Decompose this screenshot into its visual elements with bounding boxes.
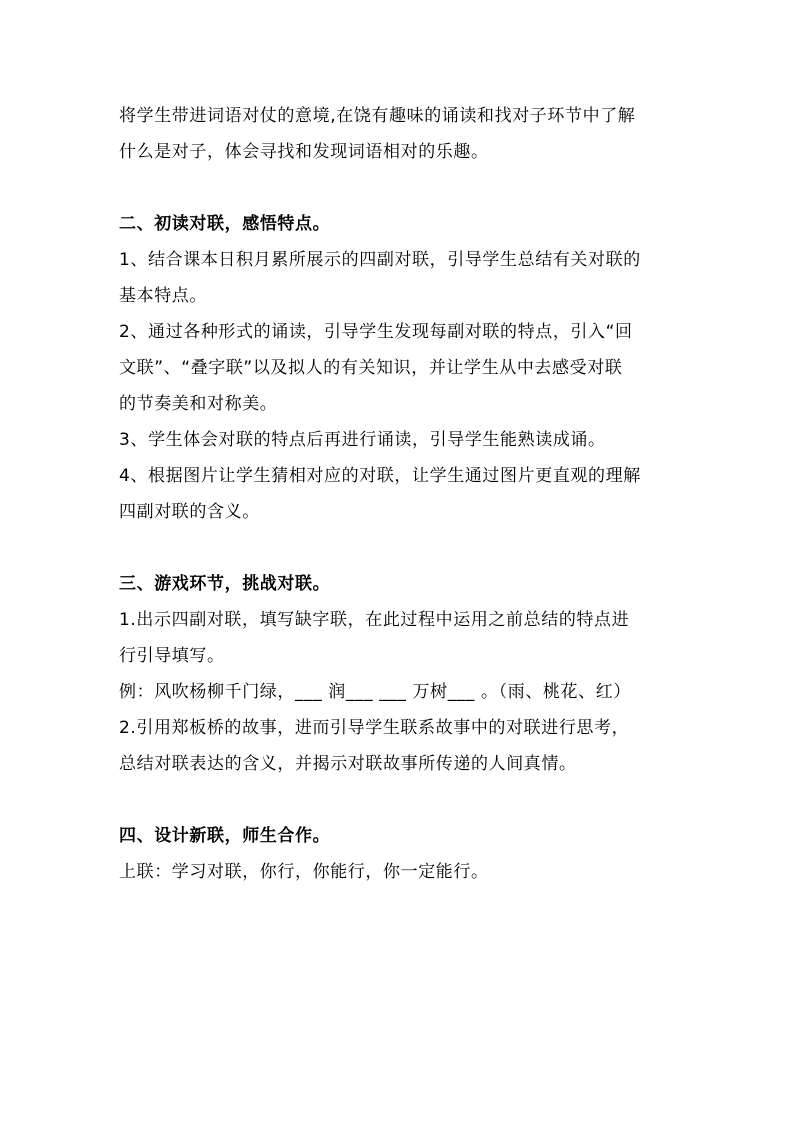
section-heading: 三、游戏环节，挑战对联。	[119, 574, 331, 594]
text-line: 将学生带进词语对仗的意境,在饶有趣味的诵读和找对子环节中了解	[119, 106, 636, 126]
text-line: 的节奏美和对称美。	[119, 394, 278, 414]
text-line: 1、结合课本日积月累所展示的四副对联，引导学生总结有关对联的	[119, 250, 641, 270]
text-line: 四副对联的含义。	[119, 502, 260, 522]
example-line: 例：风吹杨柳千门绿，___ 润___ ___ 万树___ 。（雨、桃花、红）	[119, 682, 631, 702]
text-line: 2、通过各种形式的诵读，引导学生发现每副对联的特点，引入“回	[119, 322, 633, 342]
text-line: 2.引用郑板桥的故事，进而引导学生联系故事中的对联进行思考，	[119, 718, 630, 738]
text-line: 1.出示四副对联，填写缺字联，在此过程中运用之前总结的特点进	[119, 610, 630, 630]
section-heading: 二、初读对联，感悟特点。	[119, 214, 331, 234]
text-line: 行引导填写。	[119, 646, 225, 666]
section-4	[119, 818, 679, 890]
document-page	[119, 98, 679, 890]
text-line: 基本特点。	[119, 286, 207, 306]
text-line: 4、根据图片让学生猜相对应的对联，让学生通过图片更直观的理解	[119, 466, 641, 486]
text-line: 文联”、“叠字联”以及拟人的有关知识，并让学生从中去感受对联	[119, 358, 623, 378]
section-3	[119, 566, 679, 782]
intro-paragraph	[119, 98, 679, 170]
section-heading: 四、设计新联，师生合作。	[119, 826, 331, 846]
text-line: 3、学生体会对联的特点后再进行诵读，引导学生能熟读成诵。	[119, 430, 606, 450]
text-line: 什么是对子，体会寻找和发现词语相对的乐趣。	[119, 142, 489, 162]
section-2	[119, 206, 679, 530]
text-line: 上联：学习对联，你行，你能行，你一定能行。	[119, 862, 489, 882]
text-line: 总结对联表达的含义，并揭示对联故事所传递的人间真情。	[119, 754, 577, 774]
